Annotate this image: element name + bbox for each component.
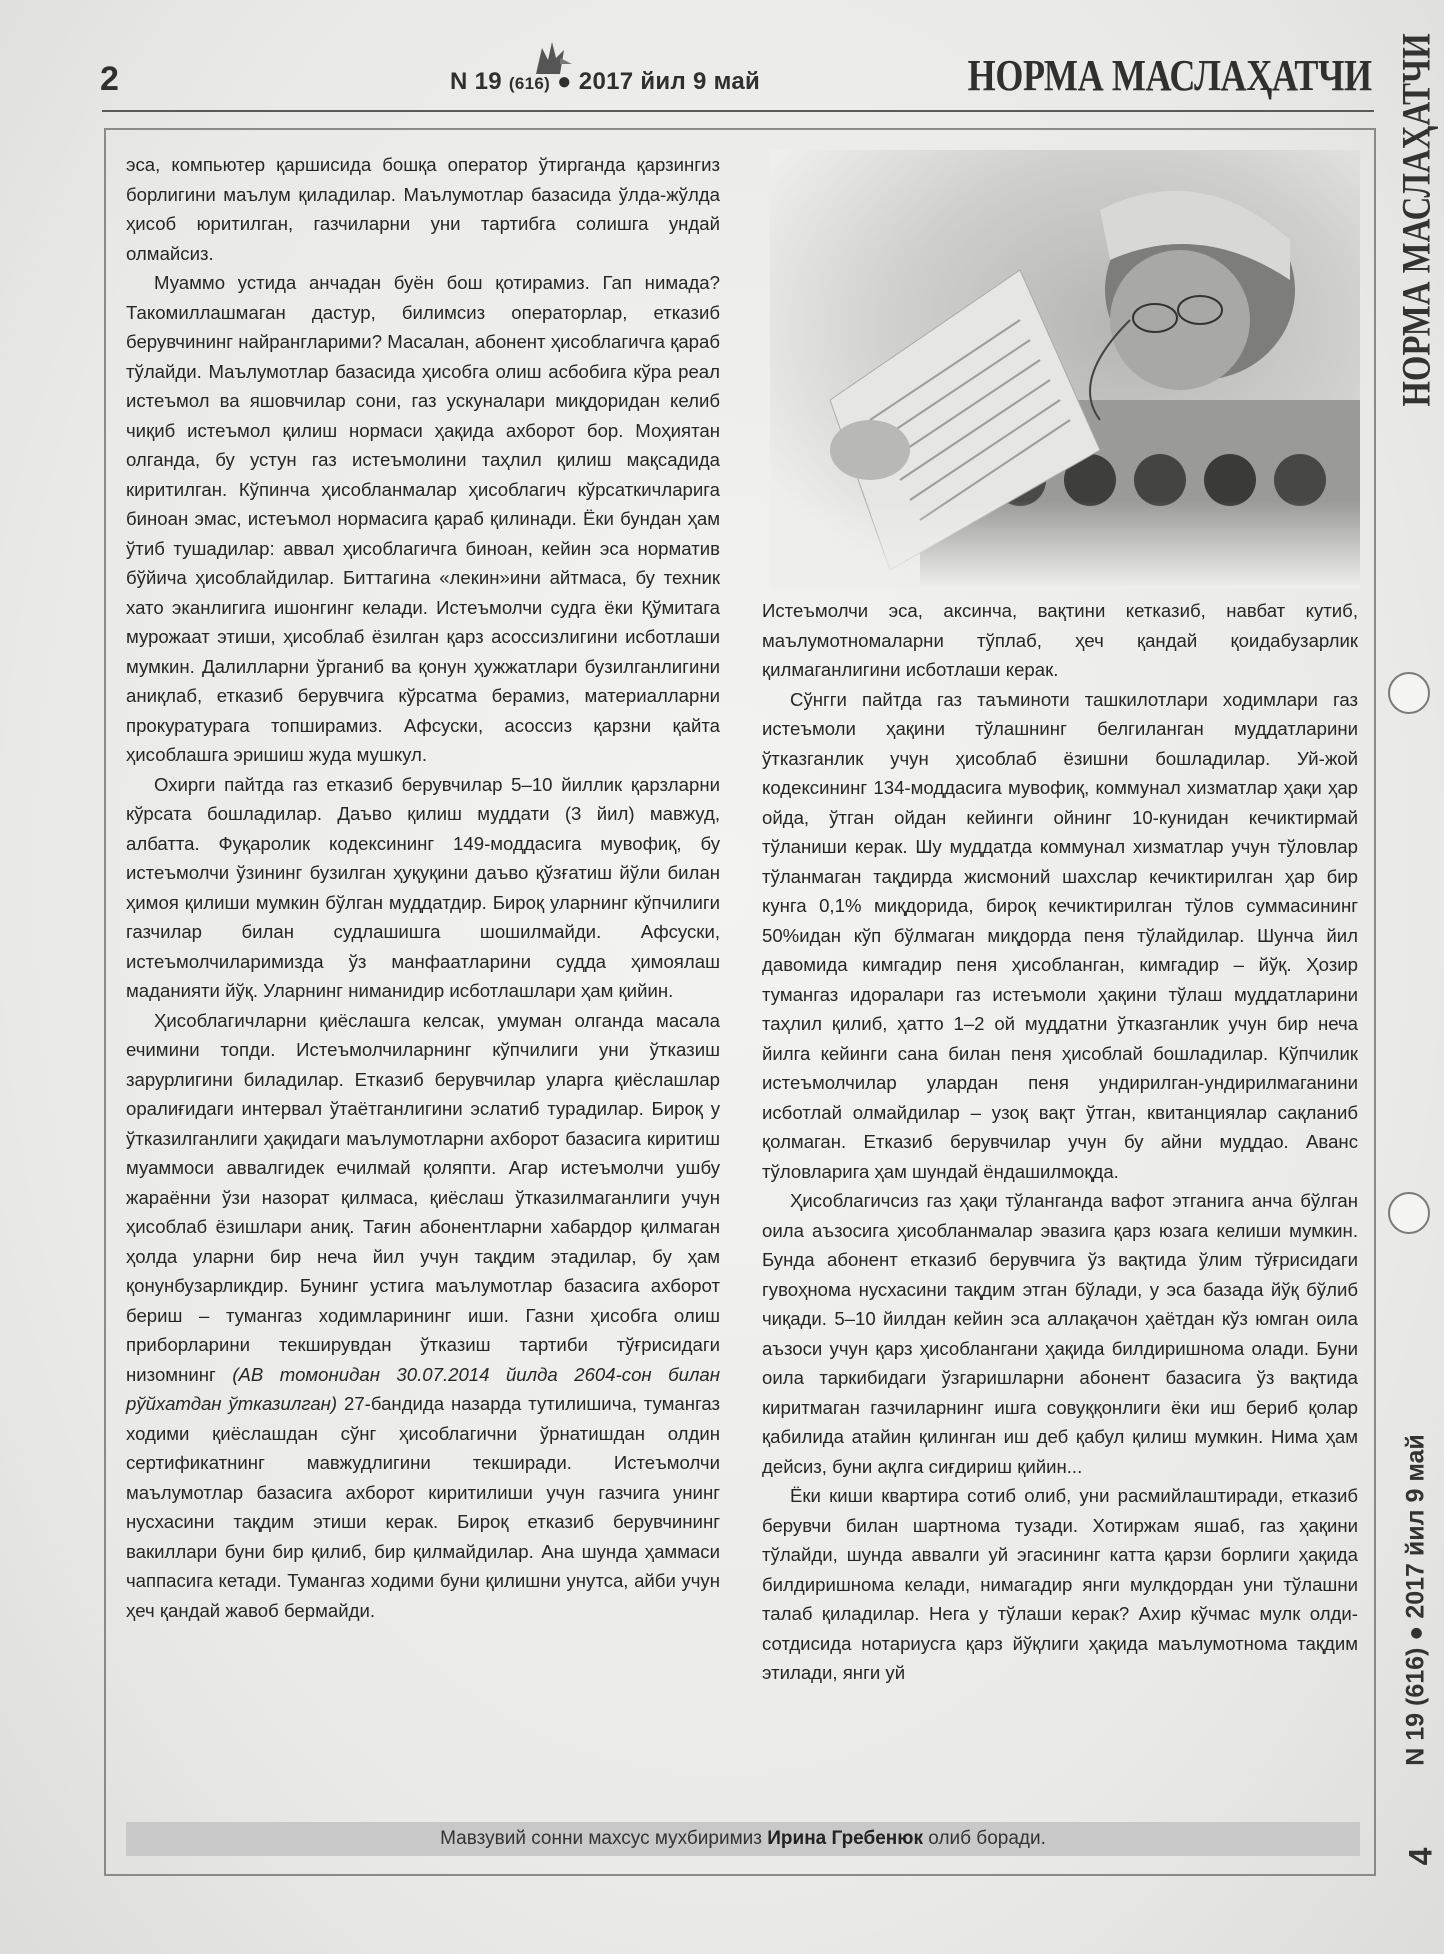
binder-hole — [1388, 1192, 1430, 1234]
issue-number: N 19 — [450, 68, 502, 95]
side-brand: НОРМА МАСЛАҲАТЧИ — [1393, 33, 1439, 407]
binder-hole — [1388, 672, 1430, 714]
legal-citation: (АВ томонидан 30.07.2014 йилда 2604-сон билан рўйхатдан ўтказилган) — [126, 1363, 721, 1414]
side-issue-info: N 19 (616) ● 2017 йил 9 май — [1401, 1434, 1430, 1766]
paragraph: Муаммо устида анчадан буён бош қотирамиз. Гап нимада? Такомиллашмаган дастур, билимсиз операторлар, етказиб берувчининг найрангларими? Масалан, абонент ҳисоблагичга қараб тўлайди. Маълумотлар базасида ҳисобга олиш асбобига кўра реал истеъмол ва яшовчилар сони, газ ускуналари миқдоридан келиб чиқиб истеъмол қилиш нормаси ҳақида ахборот бор. Моҳиятан олганда, бу устун газ истеъмолини таҳлил қилиш мақсадида киритилган. Кўпинча ҳисобланмалар ҳисоблагич кўрсаткичларига биноан эмас, истеъмол нормасига қараб қилинади. Ёки бундан ҳам ўтиб тушадилар: аввал ҳисоблагичга биноан, кейин эса норматив бўйича ҳисоблайдилар. Биттагина «лекин»ини айтмаса, бу техник хато эканлигига ишонгинг келади. Истеъмолчи судга ёки Қўмитага мурожаат этиши, ҳисоблаб ёзилган қарз асоссизлигини исботлаши мумкин. Далилларни ўрганиб ва қонун ҳужжатлари бузилганлигини аниқлаб, етказиб берувчига кўрсатма берамиз, материалларни прокуратурага топширамиз. Афсуски, асоссиз қарзни қайта ҳисоблашга эришиш жуда мушкул. — [126, 272, 720, 765]
author-name: Ирина Гребенюк — [767, 1828, 924, 1849]
article-photo — [770, 150, 1360, 588]
paragraph: эса, компьютер қаршисида бошқа оператор ўтирганда қарзингиз борлигини маълум қиладилар. Маълумотлар базасида ўлда-жўлда ҳисоб юритилган, газчиларни уни тартибга солишга ундай олмайсиз. — [126, 154, 720, 264]
paragraph: Ҳисоблагичсиз газ ҳақи тўланганда вафот этганига анча бўлган оила аъзосига ҳисобланмалар эвазига қарз юзага келиши мумкин. Бунда абонент етказиб берувчига ўз вақтида ўлим тўғрисидаги гувоҳнома нусхасини тақдим этган бўлади, у эса базада йўқ бўлиб чиқади. 5–10 йилдан кейин эса аллақачон ҳаётдан кўз юмган оила аъзоси учун қарз ҳисоблангани ҳақида билдиришнома олади. Буни оила таркибидаги ўзгаришларни абонент базасига ўз вақтида киритмаган газчиларнинг ишга совуққонлиги ёки иш бериб қолар қабилида атайин қилинган иш деб қабул қилиш мумкин. Нима ҳам дейсиз, буни ақлга сиғдириш қийин... — [762, 1190, 1358, 1477]
paragraph: Ҳисоблагичларни қиёслашга келсак, умуман олганда масала ечимини топди. Истеъмолчиларнинг кўпчилиги уни ўтказиш зарурлигини биладилар. Етказиб берувчилар уларга қиёслашлар оралиғидаги интервал ўтаётганлигини эслатиб турадилар. Бироқ у ўтказилганлиги ҳақидаги маълумотларни ахборот базасига киритиш муаммоси аввалгидек ечилмай қоляпти. Агар истеъмолчи ушбу жараённи ўзи назорат қилмаса, қиёслаш ўтказилмаганлиги учун ҳисоблаб ёзишлари аниқ. Тағин абонентларни хабардор қилмаган ҳолда уларни бир неча йил учун тақдим этадилар, бу ҳам қонунбузарликдир. Бунинг устига маълумотлар базасига ахборот бериш – тумангаз ходимларининг иши. Газни ҳисобга олиш приборларини текширувдан ўтказиш тартиби тўғрисидаги низомнинг (АВ томонидан 30.07.2014 йилда 2604-сон билан рўйхатдан ўтказилган) 27-бандида назарда тутилишича, тумангаз ходими қиёслашдан сўнг ҳисоблагични ўрнатишдан олдин сертификатнинг мавжудлигини текширади. Истеъмолчи маълумотлар базасига ахборот киритилиши учун газчига унинг нусхасини тақдим этиши керак. Бироқ етказиб берувчининг вакиллари буни бир қилиб, бир қилмайдилар. Ана шунда ҳаммаси чаппасига кетади. Тумангаз ходими буни қилишни унутса, айби учун ҳеч қандай жавоб бермайди. — [126, 1009, 721, 1621]
left-column — [126, 150, 720, 1625]
paragraph: Ёки киши квартира сотиб олиб, уни расмийлаштиради, етказиб берувчи билан шартнома тузади. Хотиржам яшаб, газ ҳақини тўлайди, шунда аввалги уй эгасининг катта қарзи борлиги ҳақида билдиришнома келади, нимагадир янги мулкдордан уни тўлашни талаб қиладилар. Нега у тўлаши керак? Ахир кўчмас мулк олди-сотдисида нотариусга қарз йўқлиги ҳақида маълумотнома тақдим этилади, янги уй — [762, 1485, 1358, 1683]
footer-suffix: олиб боради. — [928, 1828, 1046, 1849]
side-page-number: 4 — [1402, 1847, 1439, 1866]
right-column — [762, 596, 1358, 1688]
brand-title: НОРМА МАСЛАҲАТЧИ — [967, 51, 1372, 100]
page-number: 2 — [100, 60, 119, 98]
paragraph: Охирги пайтда газ етказиб берувчилар 5–10 йиллик қарзларни кўрсата бошладилар. Даъво қилиш муддати (3 йил) мавжуд, албатта. Фуқаролик кодексининг 149-моддасига мувофиқ, бу истеъмолчи ўзининг бузилган ҳуқуқини даъво қўзғатиш йўли билан ҳимоя қилиши мумкин бўлган муддатдир. Бироқ уларнинг кўпчилиги газчилар билан судлашишга шошилмайди. Афсуски, истеъмолчиларимизда ўз манфаатларини судда ҳимоялаш маданияти йўқ. Уларнинг ниманидир исботлашлари ҳам қийин. — [126, 773, 720, 1001]
bullet-icon: ● — [557, 68, 572, 95]
footer-credit — [126, 1822, 1360, 1856]
footer-prefix: Мавзувий сонни махсус мухбиримиз — [440, 1828, 762, 1849]
header-rule — [102, 110, 1374, 112]
issue-date: 2017 йил 9 май — [578, 68, 761, 95]
paragraph: Сўнгги пайтда газ таъминоти ташкилотлари ходимлари газ истеъмоли ҳақини тўлашнинг белгиланган муддатларини ўтказганлик учун ҳисоблаб ёзишни бошладилар. Уй-жой кодексининг 134-моддасига мувофиқ, коммунал хизматлар ҳақи ҳар ойда, ўтган ойдан кейинги ойнинг 10-кунидан кечиктирмай тўланиши керак. Шу муддатда коммунал хизматлар учун тўловлар тўланмаган тақдирда жисмоний шахслар кечиктирилган ҳар бир кунга 0,1% миқдорида, бироқ кечиктирилган тўлов суммасининг 50%идан кўп бўлмаган миқдорда пеня тўлайдилар. Шунча йил давомида кимгадир пеня ҳисобланган, кимгадир – йўқ. Ҳозир тумангаз идоралари газ истеъмоли ҳақини тўлаш муддатларини таҳлил қилиб, ҳатто 1–2 ой муддатни ўтказганлик учун бир неча йилга кейинги сана билан пеня ҳисоблай бошладилар. Кўпчилик истеъмолчилар улардан пеня ундирилган-ундирилмаганини исботлай олмайдилар – узоқ вақт ўтган, квитанциялар сақланиб қолмаган. Етказиб берувчилар учун бу айни муддао. Аванс тўловларига ҳам шундай ёндашилмоқда. — [762, 688, 1358, 1182]
paragraph: Истеъмолчи эса, аксинча, вақтини кетказиб, навбат кутиб, маълумотномаларни тўплаб, ҳеч қандай қоидабузарлик қилмаганлигини исботлаши керак. — [762, 600, 1358, 680]
elderly-woman-reading-bill-image — [770, 150, 1360, 588]
issue-info — [450, 68, 760, 128]
issue-sub: (616) — [508, 74, 551, 93]
